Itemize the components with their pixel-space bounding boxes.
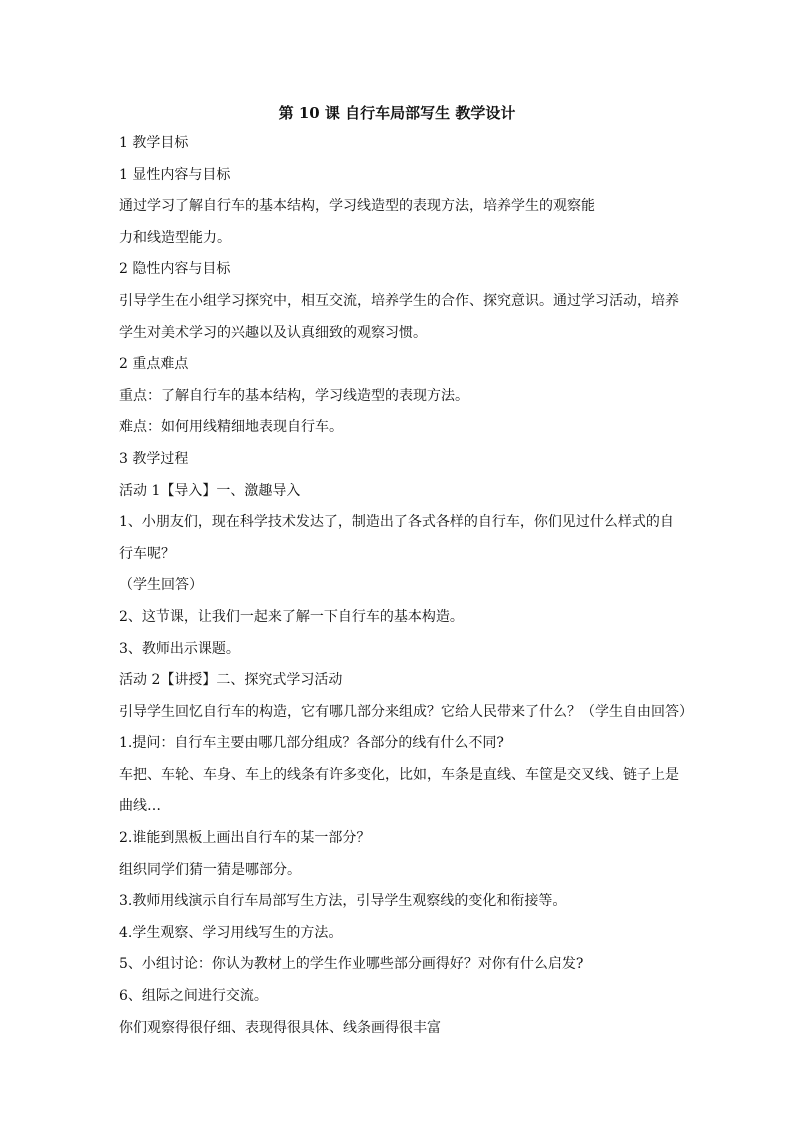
text-line: 曲线… <box>119 798 161 815</box>
text-line: 你们观察得很仔细、表现得很具体、线条画得很丰富 <box>119 1019 441 1036</box>
text-line: （学生回答） <box>119 577 203 594</box>
text-line: 1 显性内容与目标 <box>119 166 231 183</box>
text-line: 引导学生在小组学习探究中，相互交流，培养学生的合作、探究意识。通过学习活动，培养 <box>119 292 679 309</box>
text-line: 6、组际之间进行交流。 <box>119 988 268 1005</box>
text-line: 2 隐性内容与目标 <box>119 261 231 278</box>
text-line: 活动 1【导入】一、激趣导入 <box>119 482 301 499</box>
text-line: 车把、车轮、车身、车上的线条有许多变化，比如，车条是直线、车筐是交叉线、链子上是 <box>119 766 679 783</box>
text-line: 难点：如何用线精细地表现自行车。 <box>119 419 343 436</box>
document-title: 第 10 课 自行车局部写生 教学设计 <box>278 104 516 122</box>
text-line: 3、教师出示课题。 <box>119 640 240 657</box>
text-line: 学生对美术学习的兴趣以及认真细致的观察习惯。 <box>119 324 427 341</box>
text-line: 1.提问：自行车主要由哪几部分组成？各部分的线有什么不同? <box>119 735 504 752</box>
text-line: 引导学生回忆自行车的构造，它有哪几部分来组成？它给人民带来了什么？（学生自由回答） <box>119 703 693 720</box>
text-line: 活动 2【讲授】二、探究式学习活动 <box>119 672 343 689</box>
text-line: 1 教学目标 <box>119 135 189 151</box>
text-line: 2 重点难点 <box>119 356 189 373</box>
text-line: 组织同学们猜一猜是哪部分。 <box>119 861 301 878</box>
text-line: 力和线造型能力。 <box>119 229 231 246</box>
text-line: 5、小组讨论：你认为教材上的学生作业哪些部分画得好？对你有什么启发? <box>119 956 584 973</box>
text-line: 3.教师用线演示自行车局部写生方法，引导学生观察线的变化和衔接等。 <box>119 893 567 910</box>
text-line: 3 教学过程 <box>119 450 189 467</box>
text-line: 重点：了解自行车的基本结构，学习线造型的表现方法。 <box>119 387 469 404</box>
text-line: 通过学习了解自行车的基本结构，学习线造型的表现方法，培养学生的观察能 <box>119 198 595 215</box>
document-body <box>119 132 694 1048</box>
text-line: 行车呢？ <box>119 545 175 562</box>
text-line: 2.谁能到黑板上画出自行车的某一部分？ <box>119 830 371 847</box>
text-line: 4.学生观察、学习用线写生的方法。 <box>119 924 343 941</box>
text-line: 2、这节课，让我们一起来了解一下自行车的基本构造。 <box>119 608 464 625</box>
text-line: 1、小朋友们，现在科学技术发达了，制造出了各式各样的自行车，你们见过什么样式的自 <box>119 514 674 531</box>
